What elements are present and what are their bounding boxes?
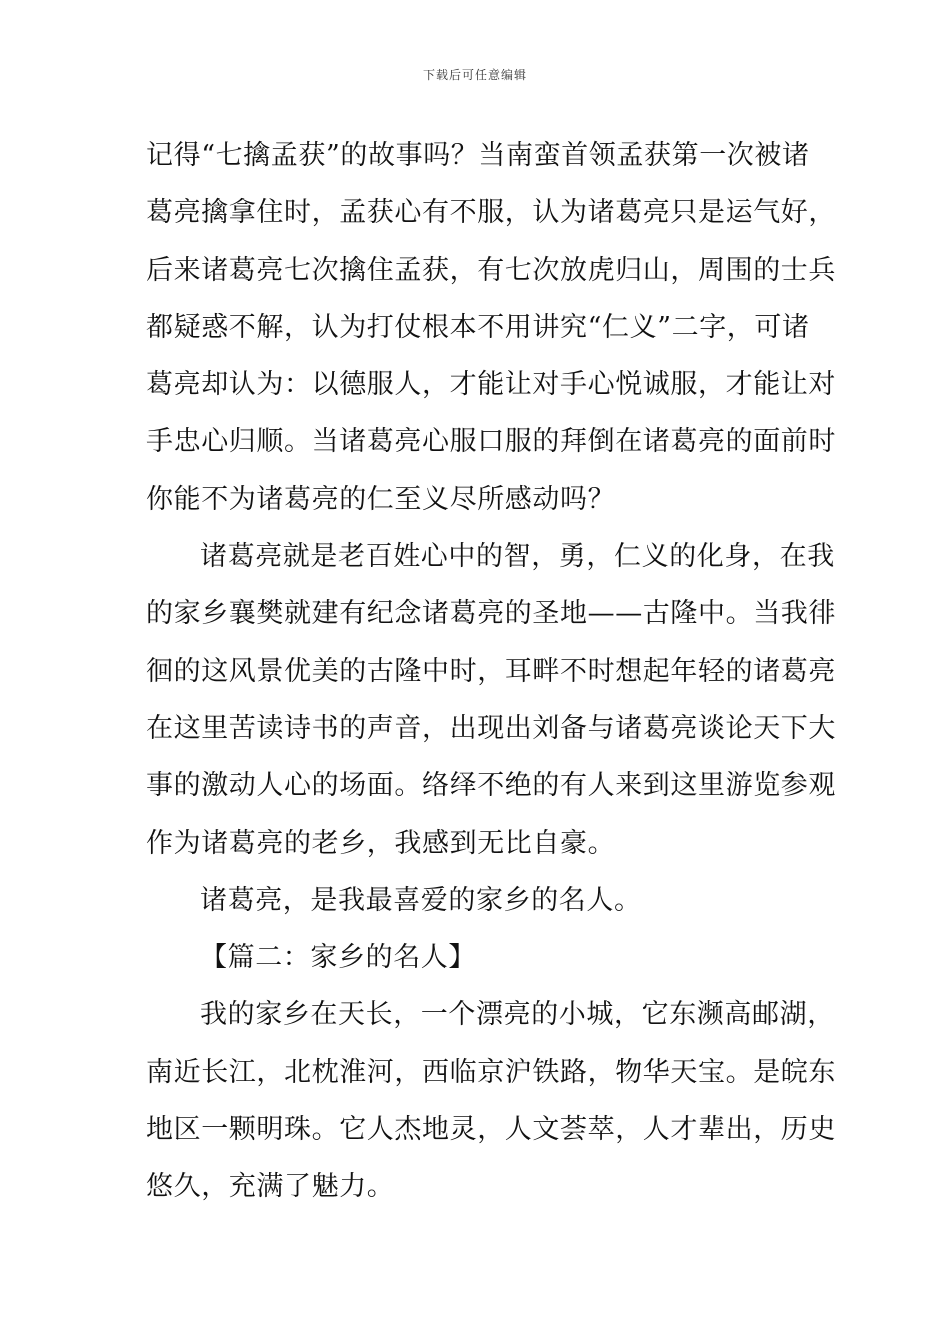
body-line: 你能不为诸葛亮的仁至义尽所感动吗？ bbox=[146, 483, 616, 515]
section-heading: 【篇二：家乡的名人】 bbox=[200, 942, 476, 974]
body-line: 作为诸葛亮的老乡，我感到无比自豪。 bbox=[146, 827, 616, 859]
body-line: 诸葛亮就是老百姓心中的智，勇，仁义的化身，在我 bbox=[200, 541, 835, 573]
body-line: 的家乡襄樊就建有纪念诸葛亮的圣地——古隆中。当我徘 bbox=[146, 598, 836, 630]
body-line: 地区一颗明珠。它人杰地灵，人文荟萃，人才辈出，历史 bbox=[146, 1114, 836, 1146]
body-line: 诸葛亮，是我最喜爱的家乡的名人。 bbox=[200, 884, 642, 916]
document-body bbox=[146, 127, 836, 1216]
body-line: 都疑惑不解，认为打仗根本不用讲究“仁义”二字，可诸 bbox=[146, 311, 810, 343]
body-line: 我的家乡在天长，一个漂亮的小城，它东濒高邮湖， bbox=[200, 999, 835, 1031]
body-line: 徊的这风景优美的古隆中时，耳畔不时想起年轻的诸葛亮 bbox=[146, 655, 836, 687]
body-line: 事的激动人心的场面。络绎不绝的有人来到这里游览参观 bbox=[146, 770, 836, 802]
body-line: 悠久，充满了魅力。 bbox=[146, 1171, 395, 1203]
body-line: 在这里苦读诗书的声音，出现出刘备与诸葛亮谈论天下大 bbox=[146, 712, 836, 744]
body-line: 记得“七擒孟获”的故事吗？当南蛮首领孟获第一次被诸 bbox=[146, 140, 810, 171]
body-line: 手忠心归顺。当诸葛亮心服口服的拜倒在诸葛亮的面前时 bbox=[146, 426, 836, 458]
body-line: 后来诸葛亮七次擒住孟获，有七次放虎归山，周围的士兵 bbox=[146, 254, 836, 286]
header-note: 下载后可任意编辑 bbox=[422, 68, 527, 82]
body-line: 葛亮却认为：以德服人，才能让对手心悦诚服，才能让对 bbox=[146, 369, 836, 401]
body-line: 南近长江，北枕淮河，西临京沪铁路，物华天宝。是皖东 bbox=[146, 1056, 836, 1088]
body-line: 葛亮擒拿住时，孟获心有不服，认为诸葛亮只是运气好， bbox=[146, 197, 836, 229]
